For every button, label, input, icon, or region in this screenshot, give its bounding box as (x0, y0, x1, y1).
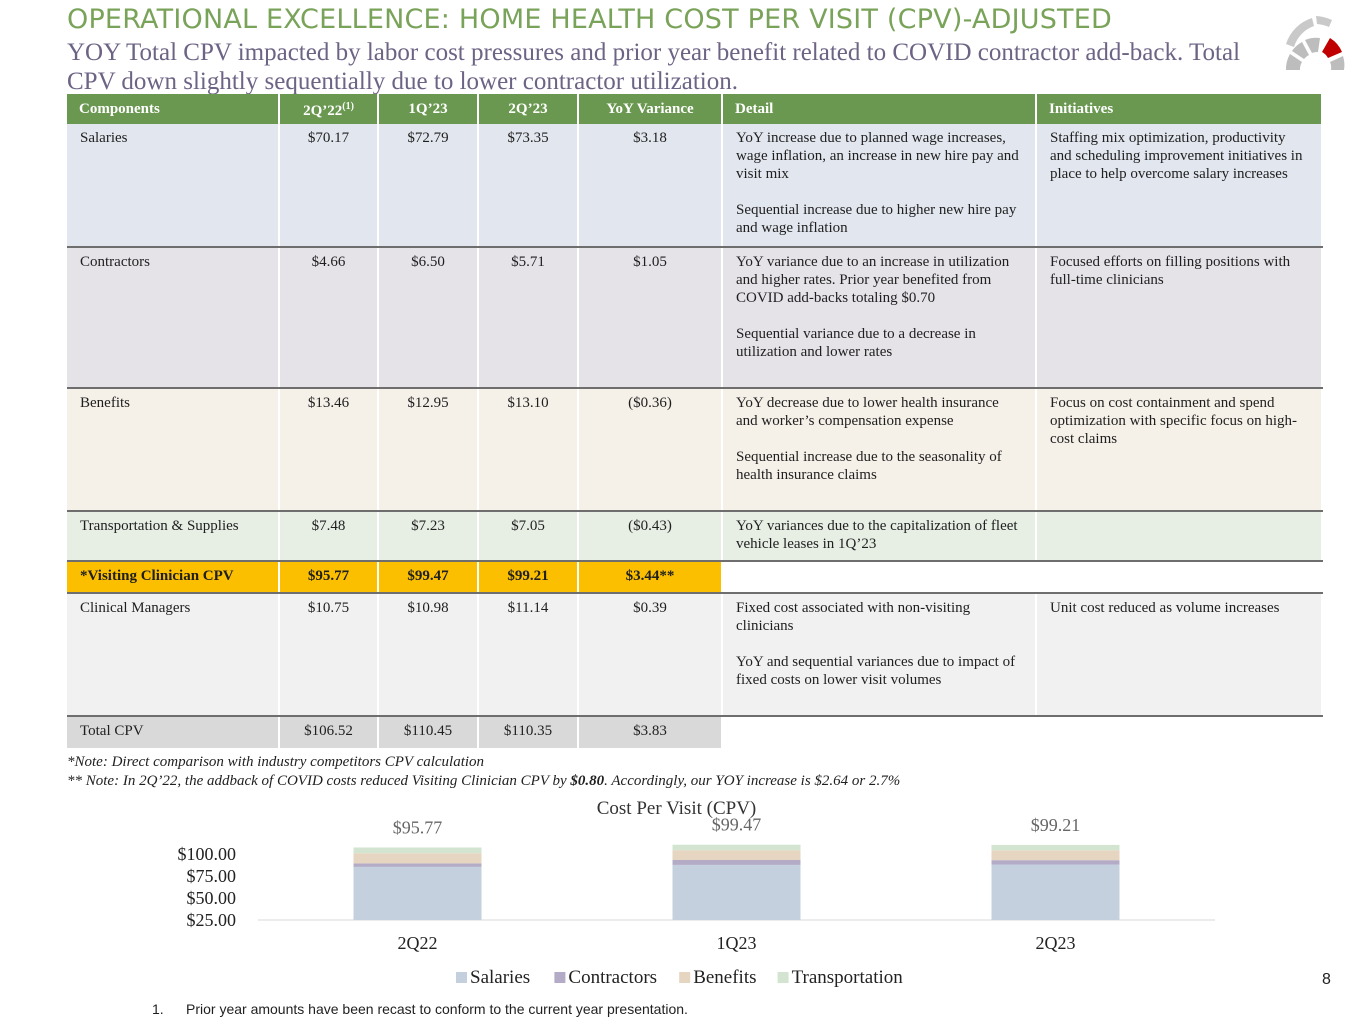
empty-cell (1036, 561, 1322, 593)
chart-title: Cost Per Visit (CPV) (596, 798, 757, 819)
initiatives-cell: Unit cost reduced as volume increases (1036, 593, 1322, 716)
page-subtitle: YOY Total CPV impacted by labor cost pressures and prior year benefit related to COVID contractor add-back. Total CPV down slightly sequentially due to lower contractor utilization. (67, 39, 1241, 94)
initiatives-cell: Staffing mix optimization, productivity and scheduling improvement initiatives in place to help overcome salary increases (1036, 124, 1322, 247)
component-cell: Salaries (67, 124, 279, 247)
bar-segment-contractors (992, 860, 1120, 864)
initiatives-cell: Focused efforts on filling positions with full-time clinicians (1036, 247, 1322, 388)
detail-cell: YoY decrease due to lower health insurance and worker’s compensation expense Sequential increase due to the seasonality of health insurance claims (722, 388, 1036, 511)
legend-swatch-transportation (778, 972, 789, 983)
x-tick-label: 1Q23 (716, 933, 757, 953)
value-1q23: $110.45 (378, 716, 478, 748)
initiatives-cell (1036, 511, 1322, 561)
value-1q23: $7.23 (378, 511, 478, 561)
footnote: 1. Prior year amounts have been recast to conform to the current year presentation. (152, 1001, 688, 1017)
bar-segment-contractors (673, 860, 801, 865)
bar-segment-contractors (354, 863, 482, 867)
value-1q23: $10.98 (378, 593, 478, 716)
legend-swatch-salaries (456, 972, 467, 983)
company-logo-icon (1282, 14, 1346, 74)
legend-label-transportation: Transportation (791, 967, 903, 988)
initiatives-cell: Focus on cost containment and spend optimization with specific focus on high-cost claims (1036, 388, 1322, 511)
value-2q23: $7.05 (478, 511, 578, 561)
table-row-visiting-clinician-cpv (67, 561, 1322, 593)
table-row-total-cpv (67, 716, 1322, 748)
table-row (67, 124, 1322, 247)
bar-segment-transportation (354, 848, 482, 854)
component-cell: Transportation & Supplies (67, 511, 279, 561)
page-title: OPERATIONAL EXCELLENCE: HOME HEALTH COST PER VISIT (CPV)-ADJUSTED (67, 4, 1112, 35)
cpv-stacked-bar-chart (140, 792, 1240, 1002)
table-notes (67, 753, 900, 791)
bar-total-label: $99.21 (1030, 814, 1081, 835)
y-tick-label: $50.00 (186, 888, 236, 908)
value-2q23: $13.10 (478, 388, 578, 511)
empty-cell (722, 561, 1036, 593)
detail-cell: YoY variances due to the capitalization of fleet vehicle leases in 1Q’23 (722, 511, 1036, 561)
value-2q23: $110.35 (478, 716, 578, 748)
x-tick-label: 2Q22 (397, 933, 438, 953)
value-2q22: $70.17 (279, 124, 378, 247)
page-number: 8 (1322, 971, 1331, 988)
legend-label-contractors: Contractors (568, 967, 658, 988)
y-tick-label: $75.00 (186, 866, 236, 886)
value-yoy: $1.05 (578, 247, 722, 388)
value-yoy: $3.83 (578, 716, 722, 748)
value-2q23: $99.21 (478, 561, 578, 593)
value-yoy: $0.39 (578, 593, 722, 716)
value-2q22: $95.77 (279, 561, 378, 593)
component-cell: *Visiting Clinician CPV (67, 561, 279, 593)
value-1q23: $72.79 (378, 124, 478, 247)
component-cell: Total CPV (67, 716, 279, 748)
value-1q23: $12.95 (378, 388, 478, 511)
legend-label-benefits: Benefits (693, 967, 757, 988)
x-tick-label: 2Q23 (1035, 933, 1076, 953)
bar-total-label: $95.77 (392, 817, 443, 838)
empty-cell (1036, 716, 1322, 748)
value-2q22: $4.66 (279, 247, 378, 388)
header-components: Components (67, 94, 279, 124)
header-initiatives: Initiatives (1036, 94, 1322, 124)
legend-label-salaries: Salaries (470, 967, 531, 988)
bar-segment-benefits (992, 850, 1120, 860)
header-yoy-variance: YoY Variance (578, 94, 722, 124)
table-row (67, 511, 1322, 561)
value-yoy: ($0.36) (578, 388, 722, 511)
value-yoy: $3.18 (578, 124, 722, 247)
value-2q23: $5.71 (478, 247, 578, 388)
value-1q23: $99.47 (378, 561, 478, 593)
value-2q22: $7.48 (279, 511, 378, 561)
value-2q23: $11.14 (478, 593, 578, 716)
header-1q23: 1Q’23 (378, 94, 478, 124)
table-row (67, 388, 1322, 511)
note-covid-addback: ** Note: In 2Q’22, the addback of COVID costs reduced Visiting Clinician CPV by $0.80. Accordingly, our YOY increase is $2.64 or 2.7% (67, 773, 901, 789)
header-detail: Detail (722, 94, 1036, 124)
value-yoy: $3.44** (578, 561, 722, 593)
value-2q22: $106.52 (279, 716, 378, 748)
detail-cell: Fixed cost associated with non-visiting clinicians YoY and sequential variances due to impact of fixed costs on lower visit volumes (722, 593, 1036, 716)
legend-swatch-contractors (554, 972, 565, 983)
component-cell: Contractors (67, 247, 279, 388)
bar-segment-salaries (354, 867, 482, 920)
detail-cell: YoY variance due to an increase in utilization and higher rates. Prior year benefited from COVID add-backs totaling $0.70 Sequential variance due to a decrease in utilization and lower rates (722, 247, 1036, 388)
y-tick-label: $25.00 (186, 910, 236, 930)
bar-segment-transportation (673, 845, 801, 850)
bar-segment-benefits (673, 850, 801, 860)
component-cell: Clinical Managers (67, 593, 279, 716)
legend-swatch-benefits (679, 972, 690, 983)
value-1q23: $6.50 (378, 247, 478, 388)
bar-segment-transportation (992, 845, 1120, 850)
value-yoy: ($0.43) (578, 511, 722, 561)
value-2q22: $13.46 (279, 388, 378, 511)
component-cell: Benefits (67, 388, 279, 511)
header-2q22: 2Q’22$^{(1)}$ (279, 94, 378, 124)
detail-cell: YoY increase due to planned wage increases, wage inflation, an increase in new hire pay and visit mix Sequential increase due to higher new hire pay and wage inflation (722, 124, 1036, 247)
empty-cell (722, 716, 1036, 748)
cpv-components-table (67, 94, 1323, 748)
bar-segment-benefits (354, 853, 482, 863)
bar-total-label: $99.47 (711, 814, 762, 835)
table-row (67, 593, 1322, 716)
y-tick-label: $100.00 (177, 844, 236, 864)
value-2q22: $10.75 (279, 593, 378, 716)
value-2q23: $73.35 (478, 124, 578, 247)
bar-segment-salaries (673, 865, 801, 920)
table-header-row (67, 94, 1322, 124)
note-competitors: *Note: Direct comparison with industry competitors CPV calculation (67, 754, 485, 770)
table-row (67, 247, 1322, 388)
header-2q23: 2Q’23 (478, 94, 578, 124)
bar-segment-salaries (992, 864, 1120, 920)
